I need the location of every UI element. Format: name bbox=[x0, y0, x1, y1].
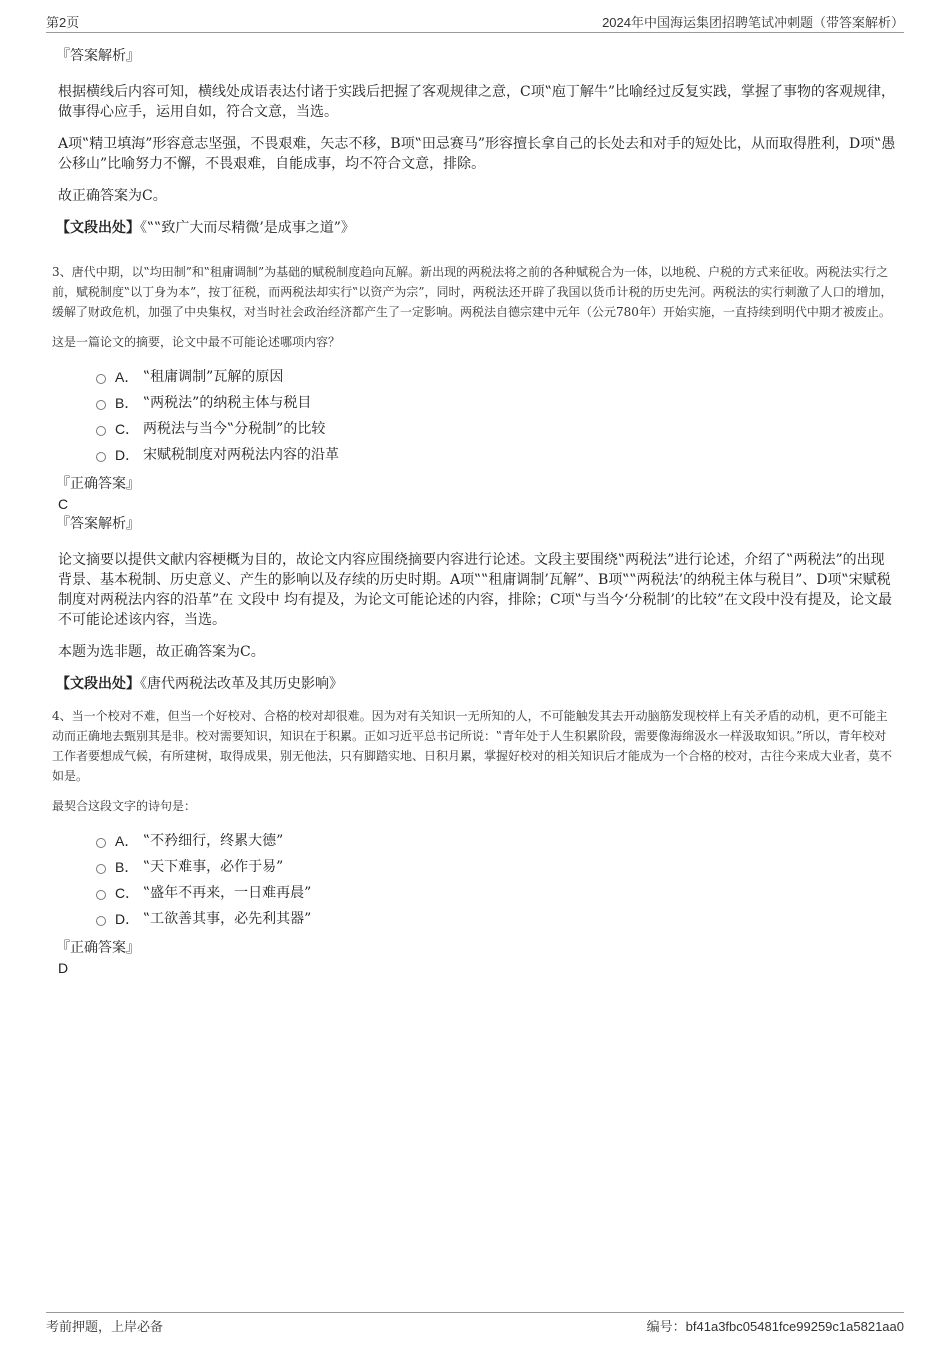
option-a[interactable] bbox=[96, 364, 898, 390]
option-list bbox=[56, 364, 898, 468]
question-text: 3、唐代中期，以‟均田制”和‟租庸调制”为基础的赋税制度趋向瓦解。新出现的两税法将之前的各种赋税合为一体，以地税、户税的方式来征收。两税法实行之前，赋税制度‟以丁身为本”，按丁征税，而两税法却实行‟以资产为宗”，同时，两税法还开辟了我国以货币计税的历史先河。两税法的实行刺激了人口的增加，缓解了财政危机，加强了中央集权，对当时社会政治经济都产生了一定影响。两税法自德宗建中元年（公元780年）开始实施，一直持续到明代中期才被废止。 bbox=[52, 265, 893, 319]
radio-icon[interactable] bbox=[96, 400, 106, 410]
option-d[interactable] bbox=[96, 906, 898, 932]
answer-conclusion: 故正确答案为C。 bbox=[58, 188, 167, 204]
analysis-paragraph: A项‟精卫填海”形容意志坚强，不畏艰难，矢志不移，B项‟田忌赛马”形容擅长拿自己的长处去和对手的短处比，从而取得胜利，D项‟愚公移山”比喻努力不懈，不畏艰难，自能成事，均不符合文意，排除。 bbox=[58, 136, 896, 172]
option-text: 宋赋税制度对两税法内容的沿革 bbox=[143, 447, 339, 463]
option-key: D． bbox=[115, 911, 140, 927]
option-key: C． bbox=[115, 885, 140, 901]
analysis-label: 『答案解析』 bbox=[56, 48, 140, 64]
source-line bbox=[56, 218, 898, 238]
question-text: 4、当一个校对不难，但当一个好校对、合格的校对却很难。因为对有关知识一无所知的人，不可能触发其去开动脑筋发现校样上有关矛盾的动机，更不可能主动而正确地去甄别其是非。校对需要知识，知识在于积累。正如习近平总书记所说：‟青年处于人生积累阶段，需要像海绵汲水一样汲取知识。”所以，青年校对工作者要想成气候，有所建树，取得成果，别无他法，只有脚踏实地、日积月累，掌握好校对的相关知识后才能成为一个合格的校对，古往今来成大业者，莫不如是。 bbox=[52, 709, 893, 783]
document-code: 编号：bf41a3fbc05481fce99259c1a5821aa0 bbox=[646, 1319, 904, 1334]
radio-icon[interactable] bbox=[96, 374, 106, 384]
option-d[interactable] bbox=[96, 442, 898, 468]
footer-slogan: 考前押题，上岸必备 bbox=[46, 1319, 164, 1334]
option-text: ‟天下难事，必作于易” bbox=[143, 859, 284, 875]
question-4 bbox=[52, 706, 898, 978]
option-text: ‟租庸调制”瓦解的原因 bbox=[143, 369, 284, 385]
page-number: 第2页 bbox=[46, 15, 80, 30]
answer-conclusion: 本题为选非题，故正确答案为C。 bbox=[58, 644, 265, 660]
option-c[interactable] bbox=[96, 416, 898, 442]
radio-icon[interactable] bbox=[96, 452, 106, 462]
option-list bbox=[56, 828, 898, 932]
page-header bbox=[46, 12, 904, 33]
analysis-paragraph: 根据横线后内容可知，横线处成语表达付诸于实践后把握了客观规律之意，C项‟庖丁解牛”比喻经过反复实践，掌握了事物的客观规律，做事得心应手，运用自如，符合文意，当选。 bbox=[58, 84, 896, 120]
option-text: ‟两税法”的纳税主体与税目 bbox=[143, 395, 312, 411]
correct-answer: C bbox=[58, 496, 69, 512]
option-key: A． bbox=[115, 369, 139, 385]
option-key: A． bbox=[115, 833, 139, 849]
question-3 bbox=[52, 262, 898, 694]
analysis-paragraph: 论文摘要以提供文献内容梗概为目的，故论文内容应围绕摘要内容进行论述。文段主要围绕‟两税法”进行论述，介绍了‟两税法”的出现背景、基本税制、历史意义、产生的影响以及存续的历史时期。A项‟‟租庸调制’瓦解”、B项‟‟两税法’的纳税主体与税目”、D项‟宋赋税制度对两税法内容的沿革”在 文段中 均有提及，为论文可能论述的内容，排除；C项‟与当今‘分税制’的比较”在文段中没有提及，论文最不可能论述该内容，当选。 bbox=[58, 552, 892, 628]
option-b[interactable] bbox=[96, 390, 898, 416]
option-text: ‟工欲善其事，必先利其器” bbox=[143, 911, 312, 927]
source-label: 【文段出处】 bbox=[56, 220, 140, 236]
page-footer bbox=[46, 1312, 904, 1338]
source-title: 《‟‟致广大而尽精微’是成事之道”》 bbox=[140, 220, 355, 236]
option-a[interactable] bbox=[96, 828, 898, 854]
radio-icon[interactable] bbox=[96, 426, 106, 436]
question-2-tail bbox=[56, 46, 898, 238]
option-key: B． bbox=[115, 395, 139, 411]
option-text: ‟不矜细行，终累大德” bbox=[143, 833, 284, 849]
source-line bbox=[56, 674, 898, 694]
option-key: B． bbox=[115, 859, 139, 875]
option-key: C． bbox=[115, 421, 140, 437]
option-text: 两税法与当今‟分税制”的比较 bbox=[143, 421, 326, 437]
radio-icon[interactable] bbox=[96, 890, 106, 900]
option-key: D． bbox=[115, 447, 140, 463]
radio-icon[interactable] bbox=[96, 864, 106, 874]
correct-answer: D bbox=[58, 960, 69, 976]
source-label: 【文段出处】 bbox=[56, 676, 140, 692]
analysis-label: 『答案解析』 bbox=[56, 516, 140, 532]
source-title: 《唐代两税法改革及其历史影响》 bbox=[140, 676, 343, 692]
radio-icon[interactable] bbox=[96, 838, 106, 848]
correct-answer-label: 『正确答案』 bbox=[56, 940, 140, 956]
correct-answer-label: 『正确答案』 bbox=[56, 476, 140, 492]
option-b[interactable] bbox=[96, 854, 898, 880]
page-content bbox=[52, 44, 898, 978]
radio-icon[interactable] bbox=[96, 916, 106, 926]
option-text: ‟盛年不再来，一日难再晨” bbox=[143, 885, 312, 901]
question-prompt: 最契合这段文字的诗句是： bbox=[52, 799, 197, 813]
question-prompt: 这是一篇论文的摘要，论文中最不可能论述哪项内容？ bbox=[52, 335, 341, 349]
document-title: 2024年中国海运集团招聘笔试冲刺题（带答案解析） bbox=[602, 15, 904, 30]
option-c[interactable] bbox=[96, 880, 898, 906]
